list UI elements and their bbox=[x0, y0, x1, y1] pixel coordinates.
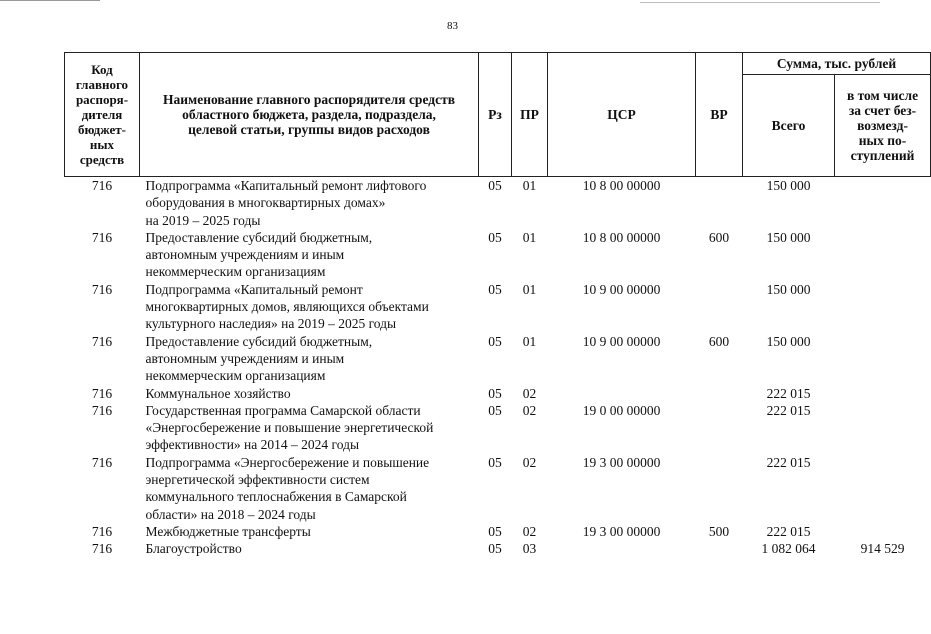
cell-csr: 10 9 00 00000 bbox=[582, 333, 661, 349]
header-csr: ЦСР bbox=[548, 53, 696, 177]
cell-csr: 10 8 00 00000 bbox=[582, 178, 661, 193]
cell-code: 716 bbox=[91, 281, 113, 297]
header-sum-title: Сумма, тыс. рублей bbox=[743, 53, 931, 75]
cell-total: 150 000 bbox=[766, 178, 811, 193]
cell-code: 716 bbox=[91, 229, 113, 245]
cell-pr: 01 bbox=[522, 281, 537, 297]
cell-code: 716 bbox=[91, 402, 113, 418]
cell-csr: 10 8 00 00000 bbox=[582, 229, 661, 245]
cell-incl bbox=[835, 229, 931, 281]
header-incl: в том числе за счет без- возмезд- ных по- ступлений bbox=[835, 75, 931, 177]
cell-code: 716 bbox=[91, 385, 113, 401]
cell-vr: 600 bbox=[708, 229, 730, 245]
cell-incl bbox=[835, 177, 931, 229]
cell-vr: 600 bbox=[708, 333, 730, 349]
cell-incl bbox=[835, 402, 931, 454]
cell-incl bbox=[835, 454, 931, 523]
cell-total: 222 015 bbox=[766, 523, 811, 539]
cell-total: 222 015 bbox=[766, 454, 811, 470]
table-row bbox=[65, 333, 931, 385]
cell-incl bbox=[835, 385, 931, 402]
cell-rz: 05 bbox=[488, 385, 502, 401]
cell-name: Подпрограмма «Энергосбережение и повышение энергетической эффективности систем коммунального теплоснабжения в Самарской области» на 2018 – 2024 годы bbox=[145, 454, 430, 522]
scan-edge-mark bbox=[0, 0, 100, 1]
cell-total: 150 000 bbox=[766, 229, 811, 245]
cell-vr: 500 bbox=[708, 523, 730, 539]
scan-edge-mark bbox=[640, 2, 880, 3]
cell-csr: 19 3 00 00000 bbox=[582, 523, 661, 539]
cell-pr: 03 bbox=[522, 541, 537, 557]
header-vr: ВР bbox=[696, 53, 743, 177]
cell-name: Благоустройство bbox=[145, 541, 242, 557]
cell-name: Подпрограмма «Капитальный ремонт многоквартирных домов, являющихся объектами культурного наследия» на 2019 – 2025 годы bbox=[145, 281, 429, 332]
cell-rz: 05 bbox=[488, 229, 502, 245]
cell-name: Межбюджетные трансферты bbox=[145, 523, 311, 539]
cell-csr bbox=[548, 540, 696, 557]
table-row bbox=[65, 281, 931, 333]
cell-total: 222 015 bbox=[766, 402, 811, 418]
cell-rz: 05 bbox=[488, 454, 502, 470]
cell-incl: 914 529 bbox=[860, 541, 905, 557]
table-row bbox=[65, 523, 931, 540]
header-code: Код главного распоря- дителя бюджет- ных средств bbox=[65, 53, 140, 177]
cell-incl bbox=[835, 333, 931, 385]
cell-vr bbox=[696, 402, 743, 454]
cell-pr: 01 bbox=[522, 178, 537, 193]
budget-table bbox=[64, 52, 931, 558]
table-row bbox=[65, 454, 931, 523]
cell-total: 1 082 064 bbox=[761, 541, 816, 557]
cell-rz: 05 bbox=[488, 523, 502, 539]
cell-csr: 19 0 00 00000 bbox=[582, 402, 661, 418]
cell-rz: 05 bbox=[488, 333, 502, 349]
cell-rz: 05 bbox=[488, 402, 502, 418]
cell-name: Коммунальное хозяйство bbox=[145, 385, 291, 401]
table-row bbox=[65, 177, 931, 229]
cell-pr: 02 bbox=[522, 385, 537, 401]
cell-vr bbox=[696, 281, 743, 333]
table-row bbox=[65, 229, 931, 281]
page-number: 83 bbox=[447, 20, 458, 32]
cell-csr: 10 9 00 00000 bbox=[582, 281, 661, 297]
cell-vr bbox=[696, 385, 743, 402]
cell-rz: 05 bbox=[488, 541, 502, 557]
cell-pr: 02 bbox=[522, 402, 537, 418]
cell-csr: 19 3 00 00000 bbox=[582, 454, 661, 470]
cell-rz: 05 bbox=[488, 281, 502, 297]
cell-name: Предоставление субсидий бюджетным, автономным учреждениям и иным некоммерческим организациям bbox=[145, 333, 373, 384]
cell-code: 716 bbox=[91, 333, 113, 349]
table-row bbox=[65, 402, 931, 454]
header-pr: ПР bbox=[512, 53, 548, 177]
cell-rz: 05 bbox=[488, 178, 502, 193]
cell-vr bbox=[696, 177, 743, 229]
cell-name: Государственная программа Самарской области «Энергосбережение и повышение энергетической эффективности» на 2014 – 2024 годы bbox=[145, 402, 434, 453]
cell-code: 716 bbox=[91, 541, 113, 557]
table-row bbox=[65, 385, 931, 402]
cell-incl bbox=[835, 523, 931, 540]
cell-total: 150 000 bbox=[766, 281, 811, 297]
cell-csr bbox=[548, 385, 696, 402]
cell-total: 150 000 bbox=[766, 333, 811, 349]
cell-pr: 02 bbox=[522, 454, 537, 470]
cell-code: 716 bbox=[91, 523, 113, 539]
table-row bbox=[65, 540, 931, 557]
cell-name: Подпрограмма «Капитальный ремонт лифтового оборудования в многоквартирных домах» на 2019 – 2025 годы bbox=[145, 178, 427, 228]
cell-total: 222 015 bbox=[766, 385, 811, 401]
cell-incl bbox=[835, 281, 931, 333]
header-rz: Рз bbox=[479, 53, 512, 177]
cell-vr bbox=[696, 540, 743, 557]
cell-code: 716 bbox=[91, 178, 113, 193]
header-name: Наименование главного распорядителя средств областного бюджета, раздела, подраздела, целевой статьи, группы видов расходов bbox=[140, 53, 479, 177]
cell-name: Предоставление субсидий бюджетным, автономным учреждениям и иным некоммерческим организациям bbox=[145, 229, 373, 280]
cell-vr bbox=[696, 454, 743, 523]
header-total: Всего bbox=[743, 75, 835, 177]
cell-pr: 01 bbox=[522, 229, 537, 245]
cell-code: 716 bbox=[91, 454, 113, 470]
cell-pr: 02 bbox=[522, 523, 537, 539]
cell-pr: 01 bbox=[522, 333, 537, 349]
